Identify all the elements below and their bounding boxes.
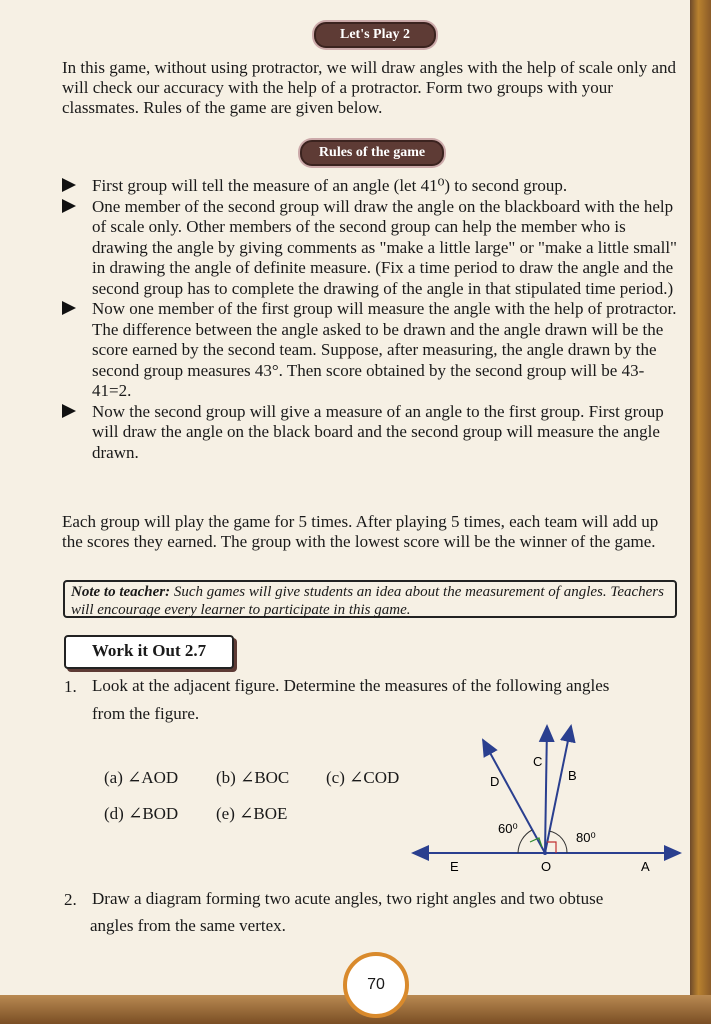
angle-label-80: 80⁰ bbox=[576, 830, 596, 845]
label-d: D bbox=[490, 774, 500, 789]
question-2-text-line1: Draw a diagram forming two acute angles, two right angles and two obtuse bbox=[92, 889, 604, 908]
right-angle-mark-red bbox=[547, 842, 556, 853]
arrow-bullet-icon bbox=[62, 199, 76, 213]
rule-item: Now one member of the first group will measure the angle with the help of protractor. The difference between the angle asked to be drawn and the angle drawn will be the score earned by the second team. Suppose, after measuring, the angle drawn by the second group measures 43°. Then score obtained by the second group will be 43-41=2. bbox=[62, 299, 682, 402]
arrow-bullet-icon bbox=[62, 404, 76, 418]
lets-play-heading: Let's Play 2 bbox=[314, 22, 436, 48]
rules-list bbox=[62, 176, 682, 463]
arrow-bullet-icon bbox=[62, 178, 76, 192]
question-1-number: 1. bbox=[64, 677, 77, 696]
angle-figure bbox=[405, 718, 690, 878]
question-1-text-line1: Look at the adjacent figure. Determine the measures of the following angles bbox=[92, 676, 610, 695]
page-number: 70 bbox=[343, 952, 409, 1018]
rules-heading: Rules of the game bbox=[300, 140, 444, 166]
note-text: Such games will give students an idea about the measurement of angles. Teachers will encourage every learner to participate in this game. bbox=[71, 584, 664, 618]
ray-ob bbox=[545, 726, 571, 853]
label-b: B bbox=[568, 768, 577, 783]
question-2-text-line2: angles from the same vertex. bbox=[90, 916, 286, 935]
vertex-point bbox=[543, 851, 547, 855]
label-o: O bbox=[541, 859, 552, 874]
option-b: (b) ∠BOC bbox=[216, 768, 290, 787]
label-c: C bbox=[533, 754, 543, 769]
option-d: (d) ∠BOD bbox=[104, 804, 179, 823]
question-2-number: 2. bbox=[64, 890, 77, 909]
option-a: (a) ∠AOD bbox=[104, 768, 179, 787]
question-1-text-line2: from the figure. bbox=[92, 704, 200, 723]
intro-paragraph: In this game, without using protractor, we will draw angles with the help of scale only and will check our accuracy with the help of a protractor. Form two groups with your classmates. Rules of the game are given below. bbox=[62, 58, 677, 117]
option-c: (c) ∠COD bbox=[326, 768, 400, 787]
option-e: (e) ∠BOE bbox=[216, 804, 288, 823]
rule-item: One member of the second group will draw the angle on the blackboard with the help of scale only. Other members of the second group can help the member who is drawing the angle by giving comments as "make a little large" or "make a little small" in drawing the angle of definite measure. (Fix a time period to draw the angle and the second group has to complete the drawing of the angle in that stipulated time period.) bbox=[62, 197, 682, 300]
work-it-out-heading: Work it Out 2.7 bbox=[64, 635, 234, 669]
ray-oc bbox=[545, 726, 547, 853]
note-label: Note to teacher: bbox=[71, 584, 171, 600]
arrow-bullet-icon bbox=[62, 301, 76, 315]
closing-paragraph: Each group will play the game for 5 times. After playing 5 times, each team will add up the scores they earned. The group with the lowest score will be the winner of the game. bbox=[62, 512, 659, 551]
label-e: E bbox=[450, 859, 459, 874]
teacher-note-box bbox=[63, 580, 677, 618]
label-a: A bbox=[641, 859, 650, 874]
rule-item: Now the second group will give a measure of an angle to the first group. First group will draw the angle on the black board and the second group will measure the angle drawn. bbox=[62, 402, 682, 464]
rule-item: First group will tell the measure of an angle (let 41⁰) to second group. bbox=[62, 176, 682, 197]
angle-label-60: 60⁰ bbox=[498, 821, 518, 836]
book-spine bbox=[690, 0, 711, 1024]
